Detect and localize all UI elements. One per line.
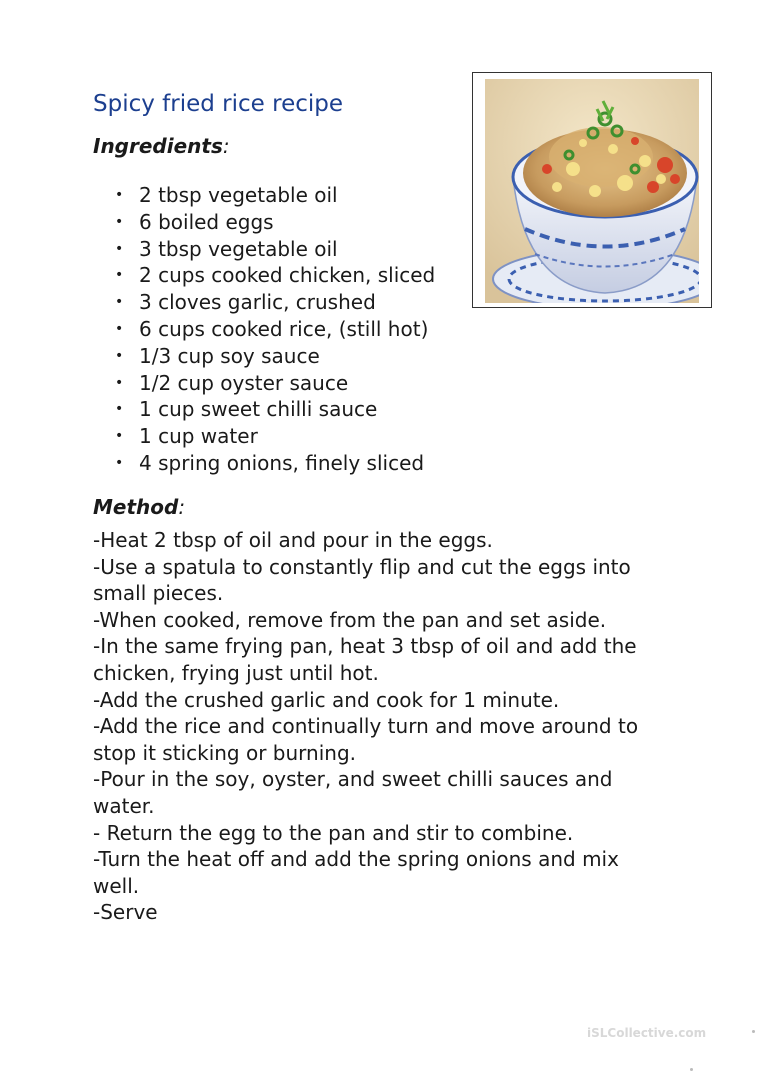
- method-line: -Serve: [93, 900, 158, 925]
- bullet-icon: •: [115, 294, 124, 311]
- bullet-icon: •: [115, 240, 124, 257]
- method-line: -Pour in the soy, oyster, and sweet chilli sauces and: [93, 767, 613, 792]
- ingredient-text: 1/3 cup soy sauce: [139, 343, 320, 368]
- method-line: -Add the rice and continually turn and move around to: [93, 714, 639, 739]
- method-line: -Heat 2 tbsp of oil and pour in the eggs.: [93, 528, 493, 552]
- bullet-icon: •: [115, 428, 124, 445]
- fried-rice-bowl-image: [485, 79, 699, 303]
- bullet-icon: •: [115, 267, 124, 284]
- bullet-icon: •: [115, 347, 124, 364]
- method-heading-label: Method: [93, 495, 179, 519]
- ingredient-text: 2 tbsp vegetable oil: [139, 183, 338, 207]
- ingredients-heading: [93, 134, 230, 158]
- method-line: chicken, frying just until hot.: [93, 660, 379, 685]
- bullet-icon: •: [115, 187, 124, 203]
- method-line: -Use a spatula to constantly flip and cut the eggs into: [93, 554, 631, 579]
- ingredient-item: [115, 182, 435, 209]
- page-title: Spicy fried rice recipe: [93, 91, 344, 117]
- ingredient-text: 6 boiled eggs: [139, 209, 274, 234]
- method-line: water.: [93, 793, 155, 818]
- bullet-icon: •: [115, 401, 124, 418]
- ingredient-text: 1 cup water: [139, 424, 258, 449]
- ingredient-item: [115, 450, 435, 477]
- ingredient-item: [115, 236, 435, 263]
- ingredient-item: [115, 262, 435, 289]
- corner-dot: [752, 1030, 755, 1033]
- method-line: stop it sticking or burning.: [93, 740, 357, 765]
- ingredient-text: 6 cups cooked rice, (still hot): [139, 316, 429, 341]
- ingredient-text: 1 cup sweet chilli sauce: [139, 397, 378, 422]
- method-line: -Turn the heat off and add the spring onions and mix: [93, 847, 619, 872]
- method-line: -Add the crushed garlic and cook for 1 minute.: [93, 687, 560, 712]
- method-line: - Return the egg to the pan and stir to combine.: [93, 820, 574, 845]
- bullet-icon: •: [115, 374, 124, 391]
- method-line: -When cooked, remove from the pan and set aside.: [93, 607, 607, 632]
- method-line: small pieces.: [93, 581, 224, 606]
- bullet-icon: •: [115, 213, 124, 230]
- bullet-icon: •: [115, 320, 124, 337]
- ingredients-heading-label: Ingredients: [93, 134, 223, 158]
- ingredient-item: [115, 343, 435, 370]
- ingredient-item: [115, 423, 435, 450]
- method-heading-colon: :: [178, 495, 186, 519]
- ingredients-heading-colon: :: [222, 134, 230, 158]
- fried-rice-photo: [472, 72, 712, 308]
- watermark: iSLCollective.com: [587, 1026, 707, 1040]
- method-text: [93, 527, 693, 926]
- ingredient-text: 1/2 cup oyster sauce: [139, 370, 349, 395]
- ingredient-item: [115, 316, 435, 343]
- ingredient-item: [115, 370, 435, 397]
- ingredient-item: [115, 289, 435, 316]
- ingredient-item: [115, 209, 435, 236]
- ingredient-item: [115, 396, 435, 423]
- method-heading: [93, 495, 185, 519]
- ingredient-text: 4 spring onions, finely sliced: [139, 450, 425, 475]
- corner-dot: [690, 1068, 693, 1071]
- ingredient-text: 3 tbsp vegetable oil: [139, 236, 338, 261]
- method-line: well.: [93, 873, 140, 898]
- bullet-icon: •: [115, 454, 124, 471]
- ingredient-text: 3 cloves garlic, crushed: [139, 290, 376, 315]
- ingredients-list: [115, 182, 435, 477]
- method-line: -In the same frying pan, heat 3 tbsp of oil and add the: [93, 634, 637, 659]
- ingredient-text: 2 cups cooked chicken, sliced: [139, 263, 436, 288]
